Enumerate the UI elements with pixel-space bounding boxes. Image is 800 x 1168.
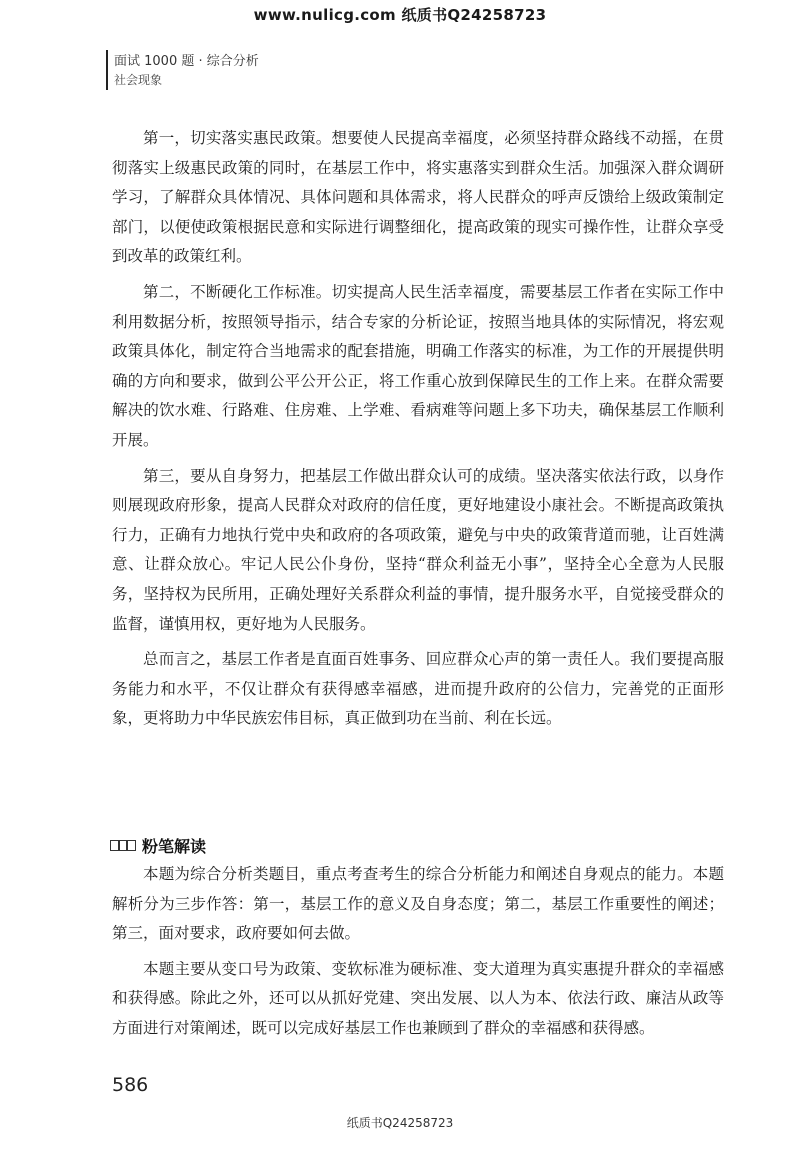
paragraph-2: 第二，不断硬化工作标准。切实提高人民生活幸福度，需要基层工作者在实际工作中利用数据分析，按照领导指示，结合专家的分析论证，按照当地具体的实际情况，将宏观政策具体化，制定符合当地需求的配套措施，明确工作落实的标准，为工作的开展提供明确的方向和要求，做到公平公开公正，将工作重心放到保障民生的工作上来。在群众需要解决的饮水难、行路难、住房难、上学难、看病难等问题上多下功夫，确保基层工作顺利开展。 xyxy=(112,282,724,449)
running-header-subtitle: 社会现象 xyxy=(114,73,163,87)
top-watermark: www.nulicg.com 纸质书Q24258723 xyxy=(253,6,547,24)
header-rule xyxy=(106,50,108,90)
running-header-title: 面试 1000 题 · 综合分析 xyxy=(114,54,259,69)
section-marker-icon xyxy=(110,840,136,851)
analysis-heading xyxy=(110,834,206,857)
analysis-body xyxy=(112,860,724,1050)
analysis-paragraph-1: 本题为综合分析类题目，重点考查考生的综合分析能力和阐述自身观点的能力。本题解析分为三步作答：第一，基层工作的意义及自身态度；第二，基层工作重要性的阐述；第三，面对要求，政府要如何去做。 xyxy=(112,865,724,943)
bottom-watermark: 纸质书Q24258723 xyxy=(346,1116,454,1130)
analysis-paragraph-2: 本题主要从变口号为政策、变软标准为硬标准、变大道理为真实惠提升群众的幸福感和获得感。除此之外，还可以从抓好党建、突出发展、以人为本、依法行政、廉洁从政等方面进行对策阐述，既可以完成好基层工作也兼顾到了群众的幸福感和获得感。 xyxy=(112,959,724,1037)
main-body xyxy=(112,124,724,740)
paragraph-1: 第一，切实落实惠民政策。想要使人民提高幸福度，必须坚持群众路线不动摇，在贯彻落实上级惠民政策的同时，在基层工作中，将实惠落实到群众生活。加强深入群众调研学习，了解群众具体情况、具体问题和具体需求，将人民群众的呼声反馈给上级政策制定部门，以便使政策根据民意和实际进行调整细化，提高政策的现实可操作性，让群众享受到改革的政策红利。 xyxy=(112,129,724,266)
page-number: 586 xyxy=(112,1074,149,1096)
analysis-heading-label: 粉笔解读 xyxy=(142,837,207,856)
paragraph-3: 第三，要从自身努力，把基层工作做出群众认可的成绩。坚决落实依法行政，以身作则展现政府形象，提高人民群众对政府的信任度，更好地建设小康社会。不断提高政策执行力，正确有力地执行党中央和政府的各项政策，避免与中央的政策背道而驰，让百姓满意、让群众放心。牢记人民公仆身份，坚持“群众利益无小事”，坚持全心全意为人民服务，坚持权为民所用，正确处理好关系群众利益的事情，提升服务水平，自觉接受群众的监督，谨慎用权，更好地为人民服务。 xyxy=(112,466,724,633)
paragraph-4: 总而言之，基层工作者是直面百姓事务、回应群众心声的第一责任人。我们要提高服务能力和水平，不仅让群众有获得感幸福感，进而提升政府的公信力，完善党的正面形象，更将助力中华民族宏伟目标，真正做到功在当前、利在长远。 xyxy=(112,650,724,728)
